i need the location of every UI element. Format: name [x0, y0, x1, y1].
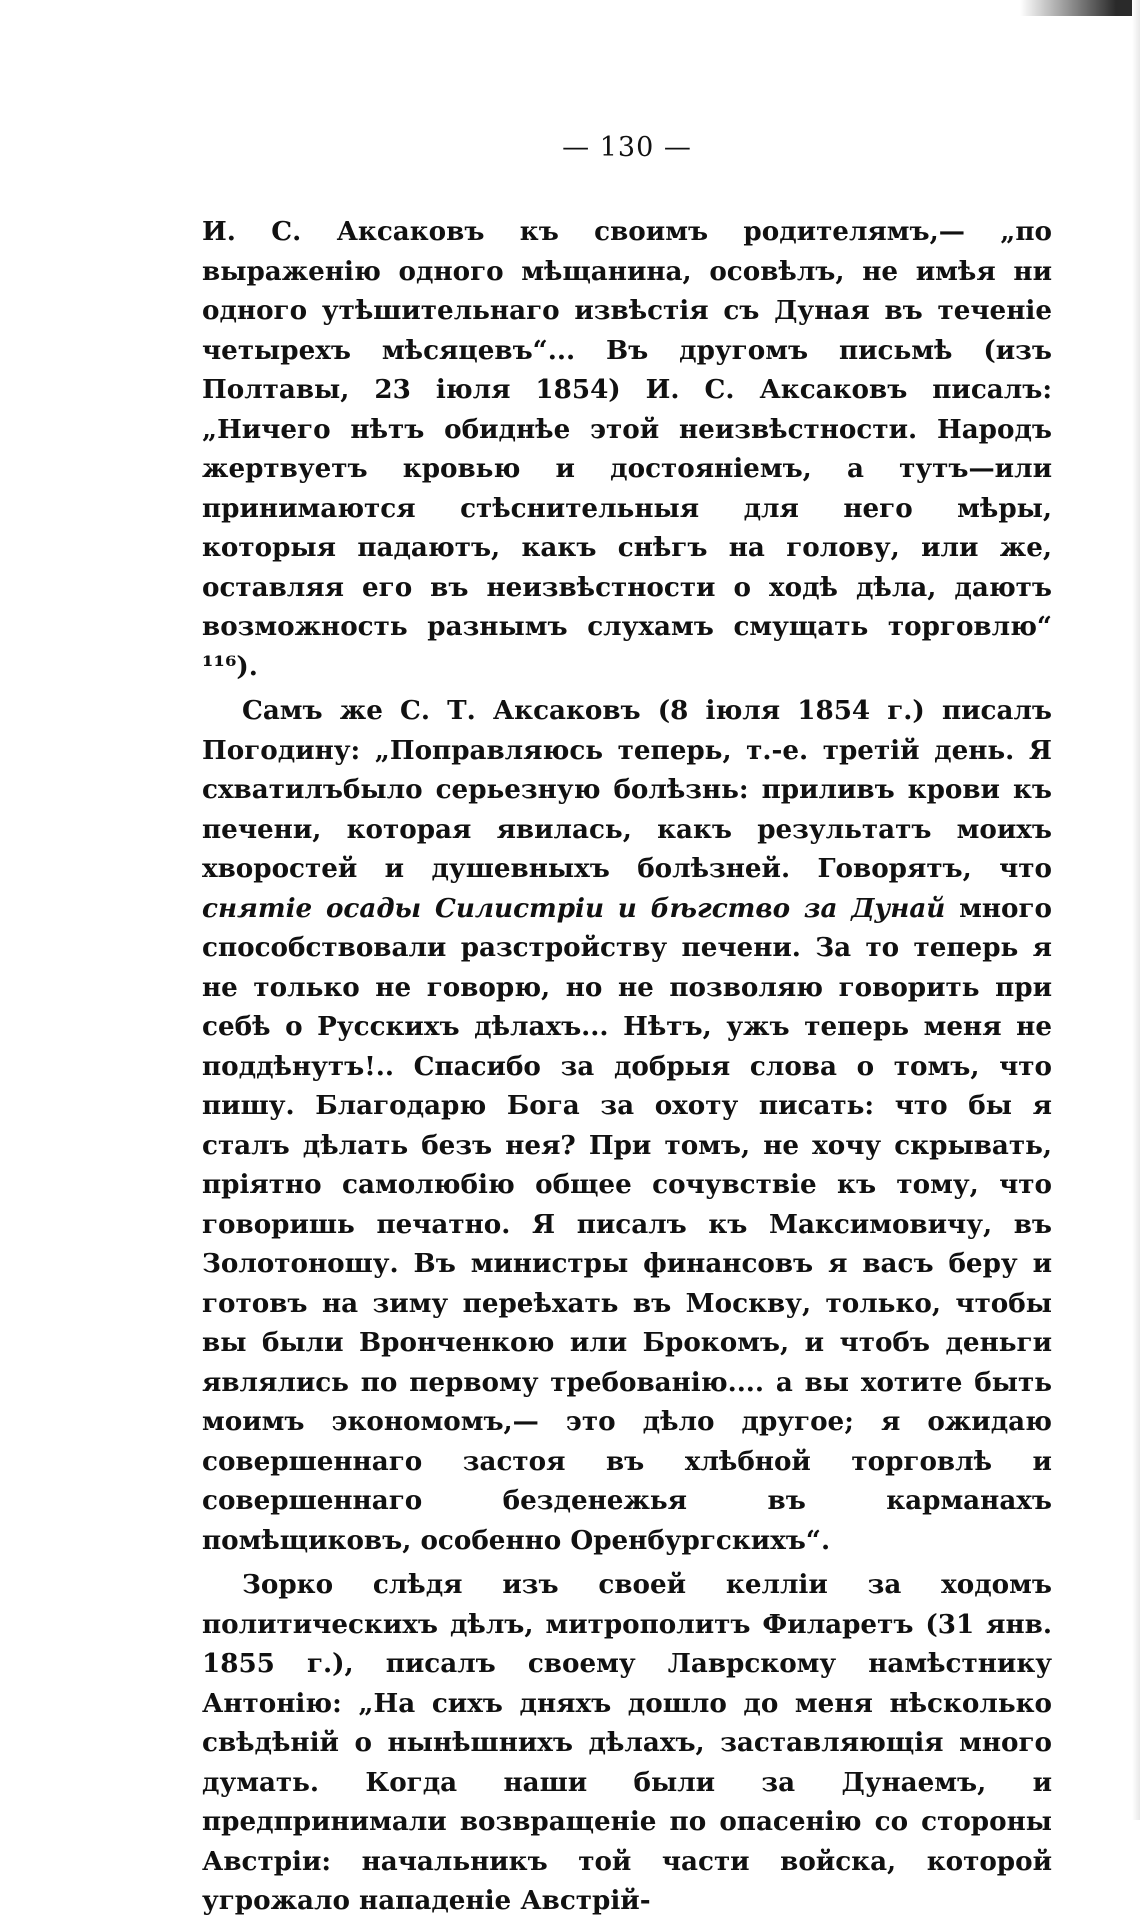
page-number: — 130 — — [562, 132, 692, 163]
paragraph-3 — [202, 1565, 1052, 1921]
scan-edge-shadow — [1132, 0, 1140, 1820]
paragraph-1-text: И. С. Аксаковъ къ своимъ родителямъ,— „по выраженію одного мѣщанина, осовѣлъ, не имѣя ни одного утѣшительнаго извѣстія съ Дуная въ теченіе четырехъ мѣсяцевъ“... Въ другомъ письмѣ (изъ Полтавы, 23 іюля 1854) И. С. Аксаковъ писалъ: „Ничего нѣтъ обиднѣе этой неизвѣстности. Народъ жертвуетъ кровью и достояніемъ, а тутъ—или принимаются стѣснительныя для него мѣры, которыя падаютъ, какъ снѣгъ на голову, или же, оставляя его въ неизвѣстности о ходѣ дѣла, даютъ возможность разнымъ слухамъ смущать торговлю“ ¹¹⁶). — [202, 216, 1052, 682]
paragraph-2-text-start: Самъ же С. Т. Аксаковъ (8 іюля 1854 г.) писалъ Погодину: „Поправляюсь теперь, т.-е. третій день. Я схватилъбыло серьезную болѣзнь: приливъ крови къ печени, которая явилась, какъ результатъ моихъ хворостей и душевныхъ болѣзней. Говорятъ, что — [202, 695, 1052, 884]
book-page — [202, 128, 1052, 1926]
paragraph-3-text: Зорко слѣдя изъ своей келліи за ходомъ политическихъ дѣлъ, митрополитъ Филаретъ (31 янв. 1855 г.), писалъ своему Лаврскому намѣстнику Антонію: „На сихъ дняхъ дошло до меня нѣсколько свѣдѣній о нынѣшнихъ дѣлахъ, заставляющія много думать. Когда наши были за Дунаемъ, и предпринимали возвращеніе по опасенію со стороны Австріи: начальникъ той части войска, которой угрожало нападеніе Австрій- — [202, 1569, 1052, 1916]
paragraph-2 — [202, 691, 1052, 1560]
scan-corner-shadow — [1020, 0, 1140, 16]
paragraph-1 — [202, 212, 1052, 686]
paragraph-2-italic-phrase: снятіе осады Силистріи и бѣгство за Дунай — [202, 892, 946, 924]
paragraph-2-text-end: много способствовали разстройству печени. За то теперь я не только не говорю, но не позволяю говорить при себѣ о Русскихъ дѣлахъ... Нѣтъ, ужъ теперь меня не поддѣнутъ!.. Спасибо за добрыя слова о томъ, что пишу. Благодарю Бога за охоту писать: что бы я сталъ дѣлать безъ нея? При томъ, не хочу скрывать, пріятно самолюбію общее сочувствіе къ тому, что говоришь печатно. Я писалъ къ Максимовичу, въ Золотоношу. Въ министры финансовъ я васъ беру и готовъ на зиму переѣхать въ Москву, только, чтобы вы были Вронченкою или Брокомъ, и чтобъ деньги являлись по первому требованію.... а вы хотите быть моимъ экономомъ,— это дѣло другое; я ожидаю совершеннаго застоя въ хлѣбной торговлѣ и совершеннаго безденежья въ карманахъ помѣщиковъ, особенно Оренбургскихъ“. — [202, 892, 1052, 1556]
